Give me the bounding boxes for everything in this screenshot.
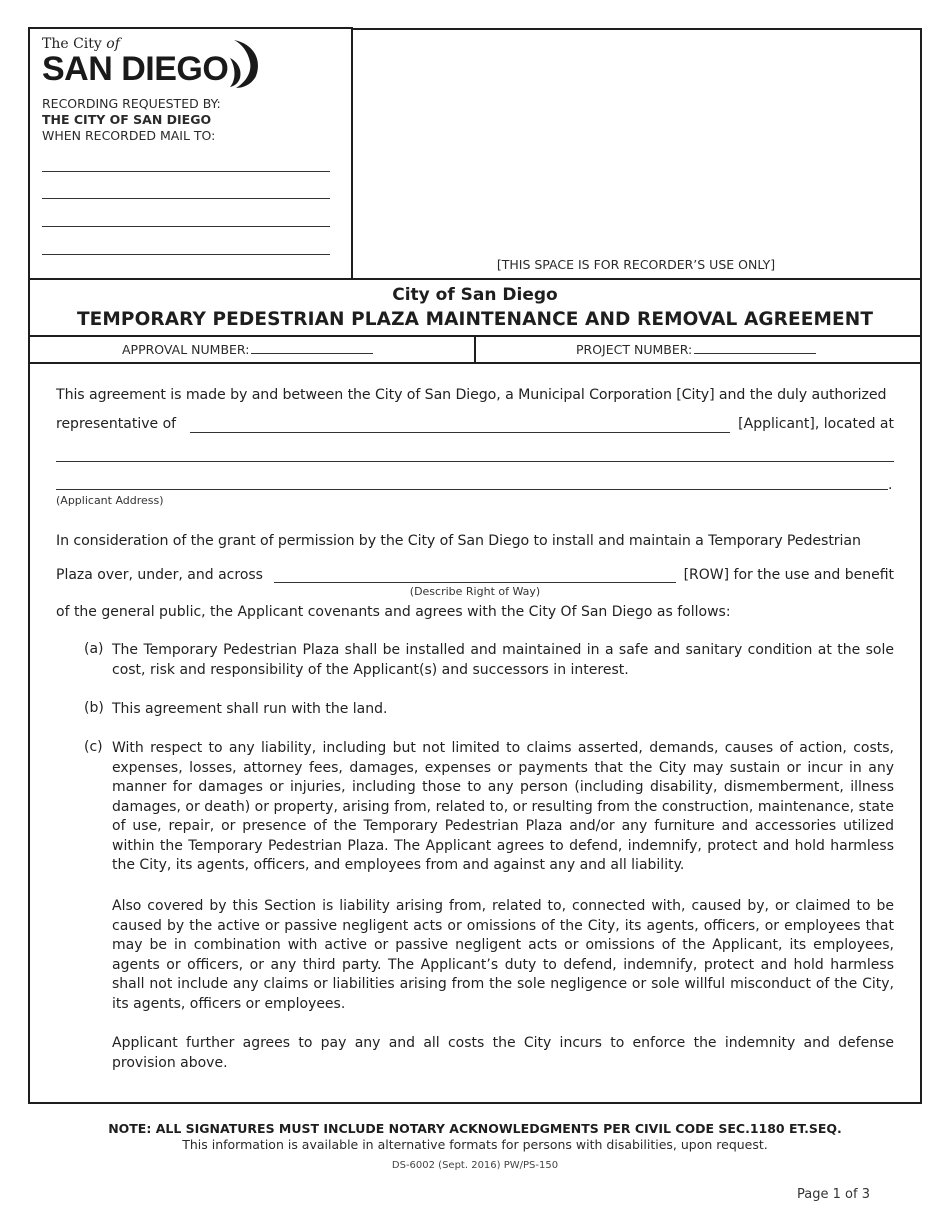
logo-small-text: The City of [42, 36, 120, 52]
address-period: . [888, 477, 893, 493]
project-number: PROJECT NUMBER: [576, 342, 816, 357]
item-b-text: This agreement shall run with the land. [112, 701, 388, 717]
row-use-label: [ROW] for the use and benefit [683, 567, 894, 583]
plaza-across-label: Plaza over, under, and across [56, 567, 263, 583]
city-name-label: THE CITY OF SAN DIEGO [42, 112, 212, 127]
applicant-located-label: [Applicant], located at [738, 416, 894, 432]
when-recorded-label: WHEN RECORDED MAIL TO: [42, 128, 216, 143]
representative-label: representative of [56, 416, 177, 432]
logo-wordmark: SAN DIEGO [42, 50, 229, 88]
approval-number-field[interactable] [251, 343, 373, 354]
right-of-way-field[interactable] [274, 582, 676, 583]
general-public-text: of the general public, the Applicant covenants and agrees with the City Of San Diego as follows: [56, 604, 731, 620]
row-label: (Describe Right of Way) [409, 585, 541, 598]
title-city: City of San Diego [392, 285, 558, 305]
recorder-note: [THIS SPACE IS FOR RECORDER’S USE ONLY] [496, 257, 776, 272]
liability-paragraph: Also covered by this Section is liability arising from, related to, connected with, caused by, or claimed to be caused by the active or passive negligent acts or omissions of the City, its agents, officers, or employees that may be in combination with active or passive negligent acts or omissions of the Applicant, its employees, agents or officers, or any third party. The Applicant’s duty to defend, indemnify, protect and hold harmless shall not include any claims or liabilities arising from the sole negligence or sole willful misconduct of the City, its agents, officers or employees. [112, 898, 894, 1012]
page-number: Page 1 of 3 [797, 1187, 870, 1202]
page-title: TEMPORARY PEDESTRIAN PLAZA MAINTENANCE AND REMOVAL AGREEMENT [76, 309, 874, 330]
mail-to-line-1[interactable] [42, 171, 330, 172]
mail-to-line-4[interactable] [42, 254, 330, 255]
form-number: DS-6002 (Sept. 2016) PW/PS-150 [391, 1160, 559, 1171]
mail-to-line-2[interactable] [42, 198, 330, 199]
applicant-address-field-1[interactable] [56, 461, 894, 462]
logo-swoosh-icon [228, 38, 264, 90]
notary-note: NOTE: ALL SIGNATURES MUST INCLUDE NOTARY ACKNOWLEDGMENTS PER CIVIL CODE SEC.1180 ET.SEQ. [108, 1121, 842, 1136]
consideration-text: In consideration of the grant of permission by the City of San Diego to install and maintain a Temporary Pedestrian [56, 533, 861, 549]
project-number-field[interactable] [694, 343, 816, 354]
item-a-text: The Temporary Pedestrian Plaza shall be installed and maintained in a safe and sanitary condition at the sole cost, risk and responsibility of the Applicant(s) and successors in interest. [112, 642, 894, 678]
applicant-address-field-2[interactable] [56, 489, 888, 490]
approval-number: APPROVAL NUMBER: [122, 342, 373, 357]
recorder-space [351, 28, 922, 280]
agreement-intro: This agreement is made by and between the City of San Diego, a Municipal Corporation [City] and the duly authorized [56, 387, 887, 403]
applicant-address-label: (Applicant Address) [56, 494, 164, 507]
applicant-name-field[interactable] [190, 432, 730, 433]
city-logo [42, 34, 282, 94]
item-c-letter: (c) [84, 739, 103, 755]
costs-paragraph: Applicant further agrees to pay any and all costs the City incurs to enforce the indemnity and defense provision above. [112, 1035, 894, 1071]
recording-requested-label: RECORDING REQUESTED BY: [42, 96, 221, 111]
item-c-text: With respect to any liability, including but not limited to claims asserted, demands, causes of action, costs, expenses, losses, attorney fees, damages, expenses or payments that the City may sustain or incur in any manner for damages or injuries, including those to any person (including disability, dismemberment, illness damages, or death) or property, arising from, related to, or resulting from the construction, maintenance, state of use, repair, or presence of the Temporary Pedestrian Plaza and/or any furniture and accessories utilized within the Temporary Pedestrian Plaza. The Applicant agrees to defend, indemnify, protect and hold harmless the City, its agents, officers, and employees from and against any and all liability. [112, 740, 894, 873]
item-b-letter: (b) [84, 700, 104, 716]
item-a-letter: (a) [84, 641, 104, 657]
mail-to-line-3[interactable] [42, 226, 330, 227]
alt-formats-note: This information is available in alternative formats for persons with disabilities, upon request. [182, 1137, 768, 1152]
